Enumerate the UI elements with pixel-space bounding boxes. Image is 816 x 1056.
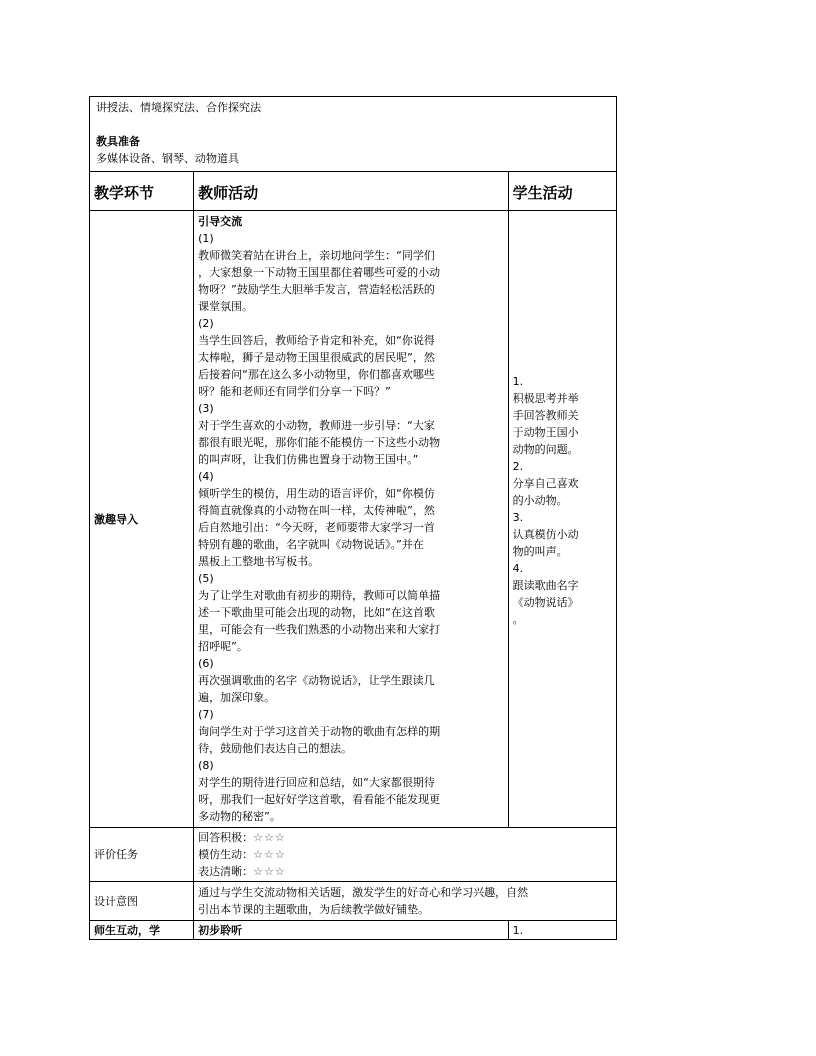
teacher-activity-line: 物呀？”鼓励学生大胆举手发言，营造轻松活跃的 <box>198 283 435 296</box>
student-activity-line: 动物的问题。 <box>512 442 579 456</box>
header-teacher: 教师活动 <box>194 172 509 211</box>
teacher-activity-cell <box>194 211 509 828</box>
tools-heading: 教具准备 <box>96 135 140 148</box>
student-activity-line: 跟读歌曲名字 <box>512 578 579 592</box>
teacher-activity-line: (3) <box>198 402 214 415</box>
evaluation-row <box>90 828 617 882</box>
student-activity-line: 的小动物。 <box>512 493 568 507</box>
student-activity-line: 手回答教师关 <box>512 408 579 422</box>
star-rating: ☆☆☆ <box>253 831 286 844</box>
design-cell <box>194 882 617 921</box>
section-intro-row <box>90 211 617 828</box>
teacher-activity-line: 多动物的秘密”。 <box>198 810 281 823</box>
evaluation-item-name: 表达清晰： <box>198 865 254 878</box>
evaluation-list <box>198 829 612 880</box>
teacher-activity-line: (7) <box>198 708 214 721</box>
student-activity-line: 分享自己喜欢 <box>512 476 579 490</box>
design-text-line: 引出本节课的主题歌曲，为后续教学做好铺垫。 <box>198 903 430 916</box>
teacher-activity-line: 询问学生对于学习这首关于动物的歌曲有怎样的期 <box>198 725 441 738</box>
teacher-activity-line: 为了让学生对歌曲有初步的期待，教师可以简单描 <box>198 589 441 602</box>
teacher-activity-line: 待，鼓励他们表达自己的想法。 <box>198 742 353 755</box>
teacher-activity-line: 特别有趣的歌曲，名字就叫《动物说话》。”并在 <box>198 538 424 551</box>
evaluation-item-name: 模仿生动： <box>198 848 254 861</box>
student-activity-line: 2. <box>512 459 524 473</box>
teacher-activity-line: 呀，那我们一起好好学这首歌，看看能不能发现更 <box>198 793 441 806</box>
student-activity-line: 。 <box>512 612 524 626</box>
teacher-activity-line: 黑板上工整地书写板书。 <box>198 555 320 568</box>
evaluation-item <box>198 863 612 880</box>
teacher-activity-line: 里，可能会有一些我们熟悉的小动物出来和大家打 <box>198 623 441 636</box>
teacher-activity-line: (2) <box>198 317 214 330</box>
student-activity-line: 认真模仿小动 <box>512 527 579 541</box>
teaching-methods: 讲授法、情境探究法、合作探究法 <box>96 101 261 114</box>
student-activity-line: 3. <box>512 510 524 524</box>
section-intro-label: 激趣导入 <box>90 211 194 828</box>
star-rating: ☆☆☆ <box>253 848 286 861</box>
student-activity-line: 于动物王国小 <box>512 425 579 439</box>
teacher-activity-line: 对学生的期待进行回应和总结，如“大家都很期待 <box>198 776 435 789</box>
section-interaction-label: 师生互动，学 <box>90 921 194 940</box>
teacher-activity-line: 倾听学生的模仿，用生动的语言评价，如“你模仿 <box>198 487 435 500</box>
teacher-activity-text <box>198 230 504 825</box>
teacher-activity-line: 招呼呢”。 <box>198 640 248 653</box>
section-interaction-student: 1. <box>508 921 616 940</box>
header-stage: 教学环节 <box>90 172 194 211</box>
student-activity-line: 1. <box>512 374 524 388</box>
teacher-activity-line: 当学生回答后，教师给予肯定和补充，如“你说得 <box>198 334 435 347</box>
teacher-activity-line: (4) <box>198 470 214 483</box>
tools-list: 多媒体设备、钢琴、动物道具 <box>96 152 239 165</box>
section-interaction-teacher: 初步聆听 <box>194 921 509 940</box>
teacher-activity-line: 对于学生喜欢的小动物，教师进一步引导：“大家 <box>198 419 435 432</box>
teacher-activity-line: 后自然地引出：“今天呀，老师要带大家学习一首 <box>198 521 435 534</box>
teacher-activity-line: 得简直就像真的小动物在叫一样，太传神啦”，然 <box>198 504 435 517</box>
teacher-activity-line: ，大家想象一下动物王国里都住着哪些可爱的小动 <box>198 266 441 279</box>
teacher-activity-line: 的叫声呀，让我们仿佛也置身于动物王国中。” <box>198 453 419 466</box>
table-header-row <box>90 172 617 211</box>
evaluation-cell <box>194 828 617 882</box>
teacher-activity-line: 后接着问“那在这么多小动物里，你们都喜欢哪些 <box>198 368 435 381</box>
teacher-activity-line: (8) <box>198 759 214 772</box>
star-rating: ☆☆☆ <box>253 865 286 878</box>
section-interaction-row <box>90 921 617 940</box>
teacher-activity-line: (6) <box>198 657 214 670</box>
design-text-line: 通过与学生交流动物相关话题，激发学生的好奇心和学习兴趣，自然 <box>198 886 529 899</box>
design-label: 设计意图 <box>90 882 194 921</box>
evaluation-item <box>198 846 612 863</box>
teacher-activity-line: 遍，加深印象。 <box>198 691 276 704</box>
student-activity-line: 4. <box>512 561 524 575</box>
intro-row <box>90 97 617 172</box>
student-activity-line: 物的叫声。 <box>512 544 568 558</box>
student-activity-cell <box>508 211 616 828</box>
evaluation-item-name: 回答积极： <box>198 831 254 844</box>
teacher-activity-line: 述一下歌曲里可能会出现的动物，比如“在这首歌 <box>198 606 435 619</box>
evaluation-label: 评价任务 <box>90 828 194 882</box>
student-activity-line: 《动物说话》 <box>512 595 579 609</box>
header-student: 学生活动 <box>508 172 616 211</box>
teacher-activity-line: 教师微笑着站在讲台上，亲切地问学生：“同学们 <box>198 249 435 262</box>
teacher-activity-title: 引导交流 <box>198 215 243 228</box>
intro-cell <box>90 97 617 172</box>
evaluation-item <box>198 829 612 846</box>
design-text <box>198 884 612 918</box>
design-row <box>90 882 617 921</box>
lesson-plan-page <box>89 96 617 940</box>
student-activity-text <box>513 373 612 628</box>
teacher-activity-line: (5) <box>198 572 214 585</box>
teacher-activity-line: 太棒啦，狮子是动物王国里很威武的居民呢”，然 <box>198 351 435 364</box>
teacher-activity-line: (1) <box>198 232 214 245</box>
teacher-activity-line: 再次强调歌曲的名字《动物说话》，让学生跟读几 <box>198 674 435 687</box>
teacher-activity-line: 呀？能和老师还有同学们分享一下吗？” <box>198 385 391 398</box>
lesson-plan-table <box>89 96 617 940</box>
teacher-activity-line: 都很有眼光呢，那你们能不能模仿一下这些小动物 <box>198 436 441 449</box>
teacher-activity-line: 课堂氛围。 <box>198 300 254 313</box>
student-activity-line: 积极思考并举 <box>512 391 579 405</box>
